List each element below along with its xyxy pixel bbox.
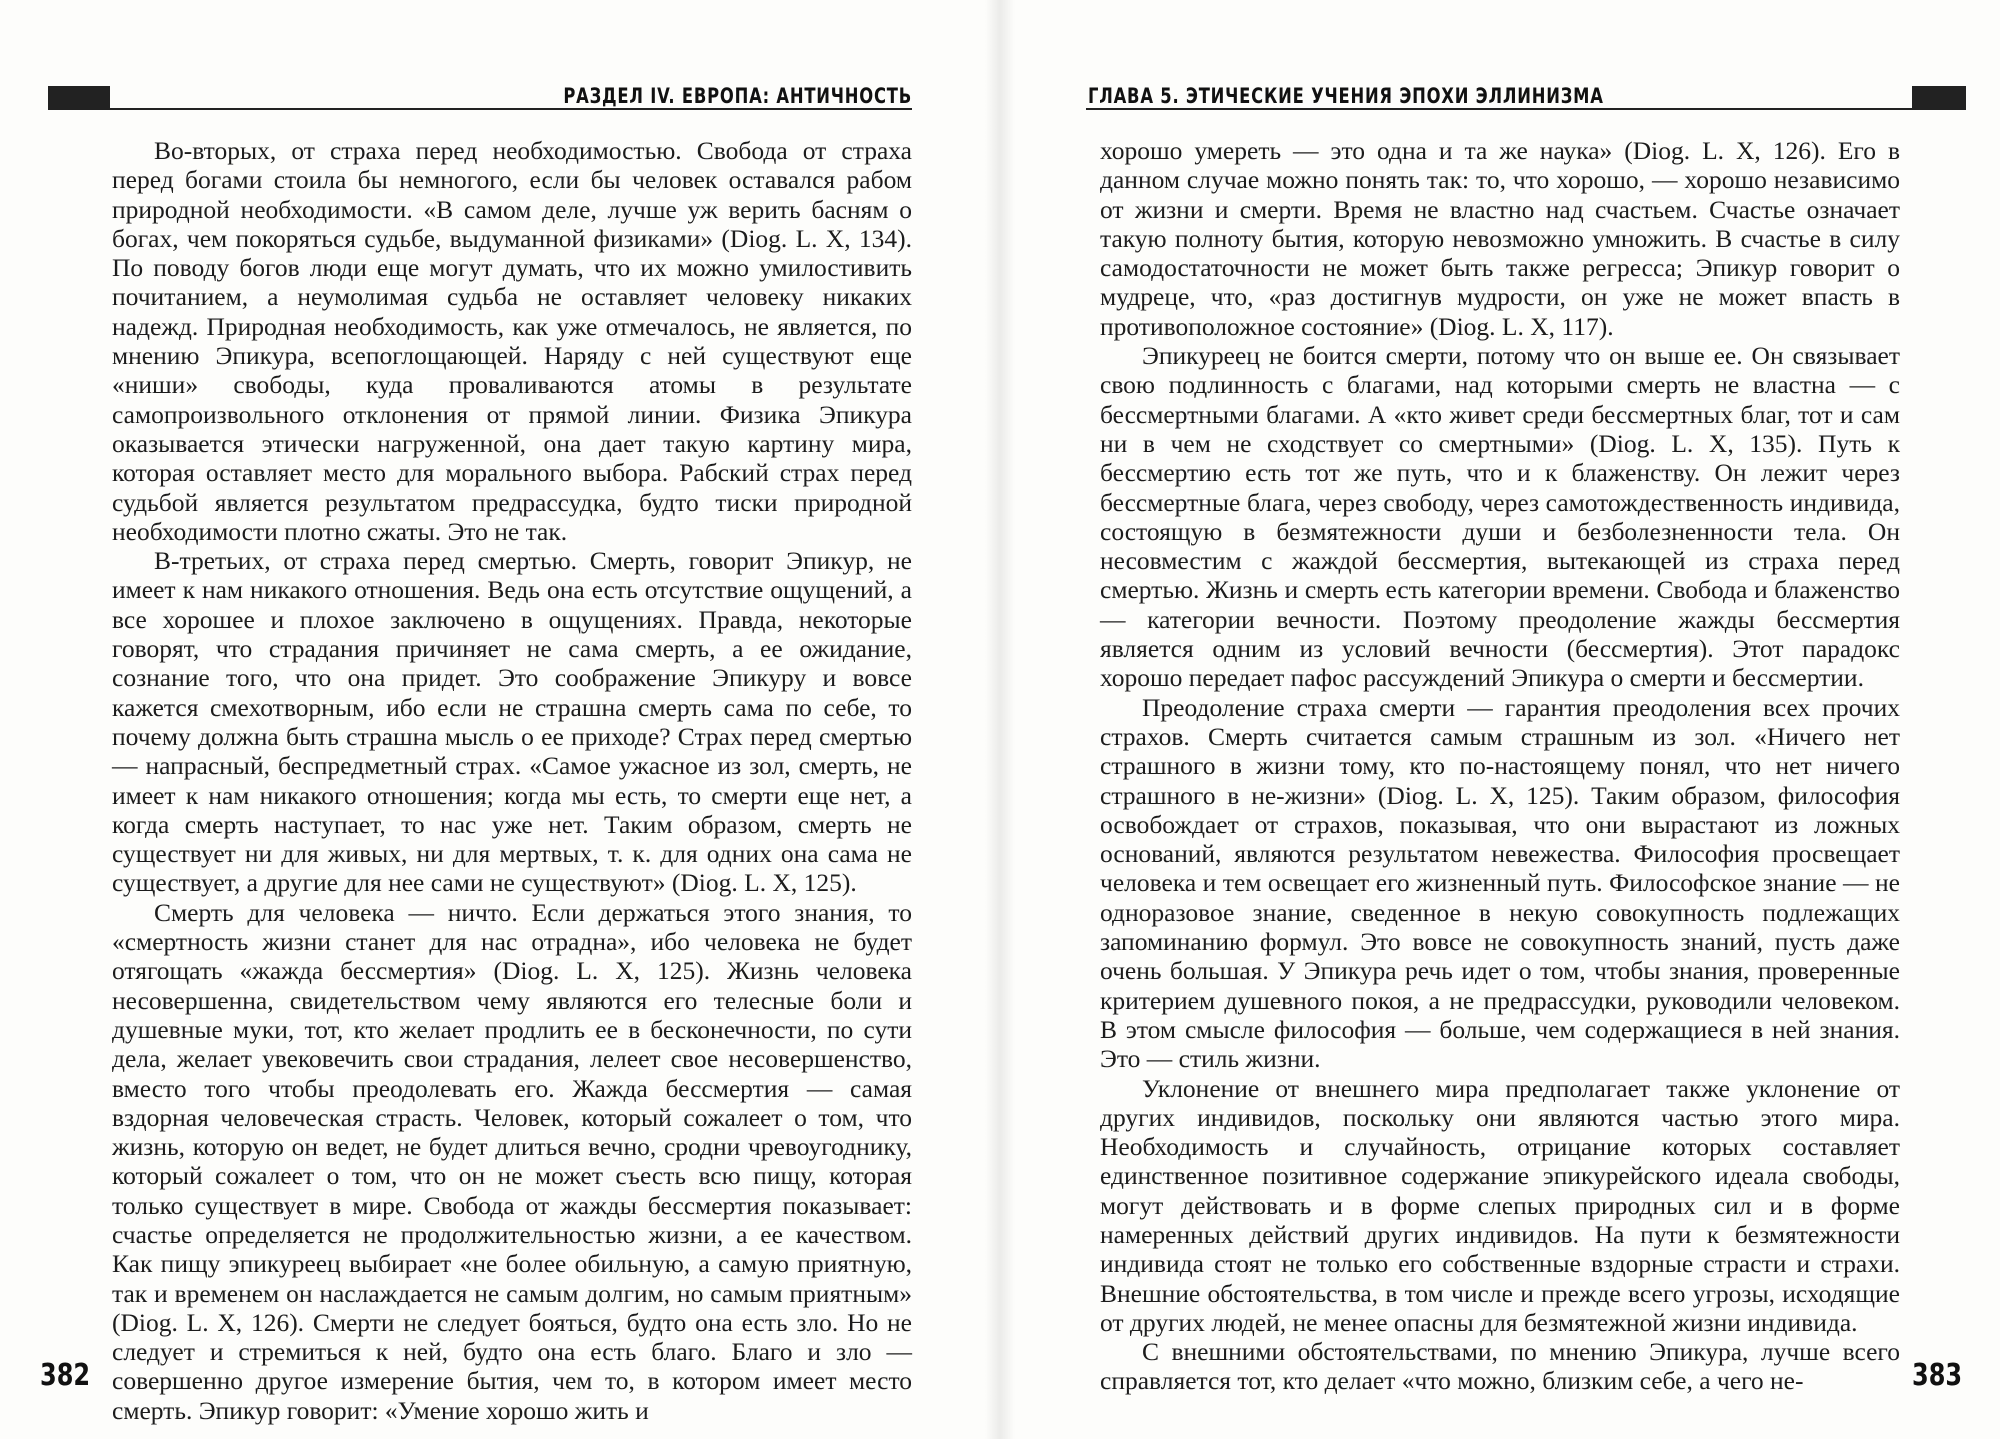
paragraph: Во-вторых, от страха перед необходимостью. Свобода от страха перед богами стоила бы немногого, если бы человек оставался рабом природной необходимости. «В самом деле, лучше уж верить басням о богах, чем покоряться судьбе, выдуманной физиками» (Diog. L. X, 134). По поводу богов люди еще могут думать, что их можно умилостивить почитанием, а неумолимая судьба не оставляет человеку никаких надежд. Природная необходимость, как уже отмечалось, не является, по мнению Эпикура, всепоглощающей. Наряду с ней существуют еще «ниши» свободы, куда проваливаются атомы в результате самопроизвольного отклонения от прямой линии. Физика Эпикура оказывается этически нагруженной, она дает такую картину мира, которая оставляет место для морального выбора. Рабский страх перед судьбой является результатом предрассудка, будто тиски природной необходимости плотно сжаты. Это не так. (112, 136, 912, 546)
left-text-block (112, 136, 912, 1425)
right-text-block (1100, 136, 1900, 1396)
page-number-left: 382 (40, 1358, 91, 1393)
paragraph: Эпикуреец не боится смерти, потому что он выше ее. Он связывает свою подлинность с благами, над которыми смерть не властна — с бессмертными благами. А «кто живет среди бессмертных благ, тот и сам ни в чем не сходствует со смертными» (Diog. L. X, 135). Путь к бессмертию есть тот же путь, что и к блаженству. Он лежит через бессмертные блага, через свободу, через самотождественность индивида, состоящую в безмятежности души и безболезненности тела. Он несовместим с жаждой бессмертия, вытекающей из страха перед смертью. Жизнь и смерть есть категории времени. Свобода и блаженство — категории вечности. Поэтому преодоление жажды бессмертия является одним из условий вечности (бессмертия). Этот парадокс хорошо передает пафос рассуждений Эпикура о смерти и бессмертии. (1100, 341, 1900, 693)
paragraph: В-третьих, от страха перед смертью. Смерть, говорит Эпикур, не имеет к нам никакого отношения. Ведь она есть отсутствие ощущений, а все хорошее и плохое заключено в ощущениях. Правда, некоторые говорят, что страдания причиняет не сама смерть, а ее ожидание, сознание того, что она придет. Это соображение Эпикуру и вовсе кажется смехотворным, ибо если не страшна смерть сама по себе, то почему должна быть страшна мысль о ее приходе? Страх перед смертью — напрасный, беспредметный страх. «Самое ужасное из зол, смерть, не имеет к нам никакого отношения; когда мы есть, то смерти еще нет, а когда смерть наступает, то нас уже нет. Таким образом, смерть не существует ни для живых, ни для мертвых, т. к. для одних она сама не существует, а другие для нее сами не существуют» (Diog. L. X, 125). (112, 546, 912, 898)
right-page (1000, 0, 2000, 1439)
header-rule-right (1086, 108, 1966, 110)
paragraph: С внешними обстоятельствами, по мнению Эпикура, лучше всего справляется тот, кто делает «что можно, близким себе, а чего не- (1100, 1337, 1900, 1396)
page-number-right: 383 (1912, 1358, 1963, 1393)
paragraph: Смерть для человека — ничто. Если держаться этого знания, то «смертность жизни станет для нас отрадна», ибо человека не будет отягощать «жажда бессмертия» (Diog. L. X, 125). Жизнь человека несовершенна, свидетельством чему являются его телесные боли и душевные муки, тот, кто желает продлить ее в бесконечности, по сути дела, желает увековечить свои страдания, лелеет свое несовершенство, вместо того чтобы преодолевать его. Жажда бессмертия — самая вздорная человеческая страсть. Человек, который сожалеет о том, что жизнь, которую он ведет, не будет длиться вечно, сродни чревоугоднику, который сожалеет о том, что он не может съесть всю пищу, которая только существует в мире. Свобода от жажды бессмертия показывает: счастье определяется не продолжительностью жизни, а ее качеством. Как пищу эпикуреец выбирает «не более обильную, а самую приятную, так и временем он наслаждается не самым долгим, но самым приятным» (Diog. L. X, 126). Смерти не следует бояться, будто она есть зло. Но не следует и стремиться к ней, будто она есть благо. Благо и зло — совершенно другое измерение бытия, чем то, в котором имеет место смерть. Эпикур говорит: «Умение хорошо жить и (112, 897, 912, 1425)
paragraph: Преодоление страха смерти — гарантия преодоления всех прочих страхов. Смерть считается самым страшным из зол. «Ничего нет страшного в жизни тому, кто по-настоящему понял, что нет ничего страшного в не-жизни» (Diog. L. X, 125). Таким образом, философия освобождает от страхов, показывая, что они вырастают из ложных оснований, являются результатом невежества. Философия просвещает человека и тем освещает его жизненный путь. Философское знание — не одноразовое знание, сведенное в некую совокупность подлежащих запоминанию формул. Это вовсе не совокупность знаний, пусть даже очень большая. У Эпикура речь идет о том, чтобы знания, проверенные критерием душевного покоя, а не предрассудки, руководили человеком. В этом смысле философия — больше, чем содержащиеся в ней знания. Это — стиль жизни. (1100, 692, 1900, 1074)
header-bar-left (48, 86, 110, 108)
running-head-right: ГЛАВА 5. ЭТИЧЕСКИЕ УЧЕНИЯ ЭПОХИ ЭЛЛИНИЗМА (1088, 84, 1604, 108)
header-rule-left (48, 108, 912, 110)
paragraph: хорошо умереть — это одна и та же наука» (Diog. L. X, 126). Его в данном случае можно понять так: то, что хорошо, — хорошо независимо от жизни и смерти. Время не властно над счастьем. Счастье означает такую полноту бытия, которую невозможно умножить. В счастье в силу самодостаточности не может быть также регресса; Эпикур говорит о мудреце, что, «раз достигнув мудрости, он уже не может впасть в противоположное состояние» (Diog. L. X, 117). (1100, 136, 1900, 341)
running-head-left: РАЗДЕЛ IV. ЕВРОПА: АНТИЧНОСТЬ (563, 84, 912, 108)
paragraph: Уклонение от внешнего мира предполагает также уклонение от других индивидов, поскольку они являются частью этого мира. Необходимость и случайность, отрицание которых составляет единственное позитивное содержание эпикурейского идеала свободы, могут действовать и в форме слепых природных сил и в форме намеренных действий других индивидов. На пути к безмятежности индивида стоят не только его собственные вздорные страсти и страхи. Внешние обстоятельства, в том числе и прежде всего угрозы, исходящие от других людей, не менее опасны для безмятежной жизни индивида. (1100, 1073, 1900, 1337)
header-bar-right (1912, 86, 1966, 108)
